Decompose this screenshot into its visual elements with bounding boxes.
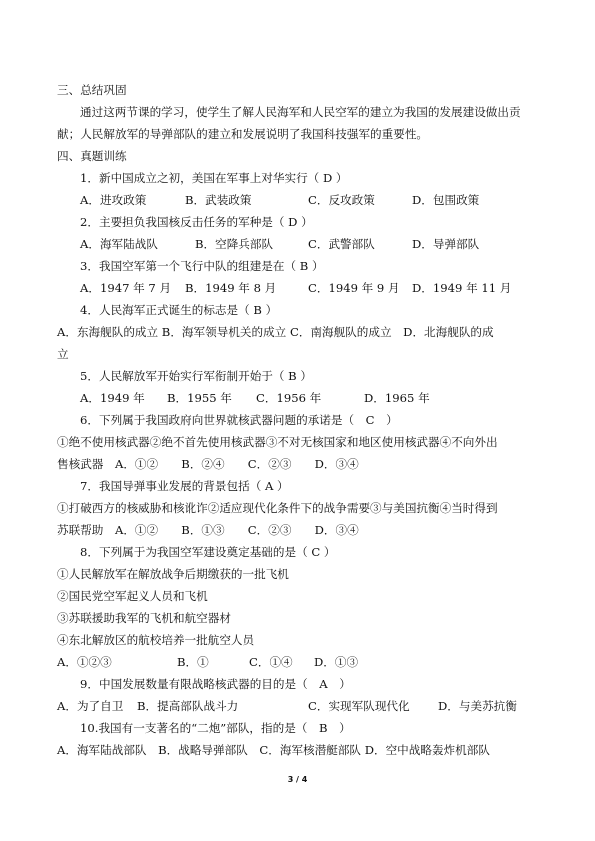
question-8-stem: 8．下列属于为我国空军建设奠定基础的是（ C ）: [80, 545, 336, 559]
option-a: A．1949 年: [80, 391, 145, 405]
question-9-options: [57, 699, 517, 714]
section-3-paragraph-line-1: 通过这两节课的学习，使学生了解人民海军和人民空军的建立为我国的发展建设做出贡: [80, 105, 521, 119]
option-d: D．①③: [314, 655, 359, 669]
page-number: 3 / 4: [287, 775, 308, 784]
section-4-heading: 四、真题训练: [57, 149, 127, 163]
question-1-options: [80, 193, 540, 208]
question-5-stem: 5．人民解放军开始实行军衔制开始于（ B ）: [80, 369, 312, 383]
question-4-stem: 4．人民海军正式诞生的标志是（ B ）: [80, 303, 278, 317]
question-8-options: [57, 655, 517, 670]
question-3-options: [80, 281, 540, 296]
option-b: B．提高部队战斗力: [137, 699, 239, 713]
option-a: A．①②③: [57, 655, 112, 669]
option-b: B．空降兵部队: [195, 237, 274, 251]
question-7-statements-options: 苏联帮助 A．①② B．①③ C．②③ D．③④: [57, 523, 359, 537]
question-9-stem: 9．中国发展数量有限战略核武器的目的是（ A ）: [80, 677, 351, 691]
question-7-statements: ①打破西方的核威胁和核讹诈②适应现代化条件下的战争需要③与美国抗衡④当时得到: [57, 501, 498, 515]
option-d: D．包围政策: [412, 193, 480, 207]
option-d: D．1949 年 11 月: [412, 281, 512, 295]
question-1-stem: 1．新中国成立之初，美国在军事上对华实行（ D ）: [80, 171, 348, 185]
option-b: B．1949 年 8 月: [185, 281, 277, 295]
section-3-heading: 三、总结巩固: [57, 83, 127, 97]
question-8-item-4: ④东北解放区的航校培养一批航空人员: [57, 633, 255, 647]
question-8-item-3: ③苏联援助我军的飞机和航空器材: [57, 611, 231, 625]
option-c: C．实现军队现代化: [308, 699, 410, 713]
question-4-options-line-2: 立: [57, 347, 69, 361]
option-d: D．1965 年: [364, 391, 430, 405]
option-c: C．1956 年: [256, 391, 322, 405]
option-c: C．反攻政策: [308, 193, 375, 207]
option-a: A．1947 年 7 月: [80, 281, 172, 295]
option-d: D．与美苏抗衡: [438, 699, 517, 713]
question-3-stem: 3．我国空军第一个飞行中队的组建是在（ B ）: [80, 259, 324, 273]
question-2-options: [80, 237, 540, 252]
question-5-options: [80, 391, 540, 406]
option-c: C．①④: [249, 655, 293, 669]
question-10-stem: 10.我国有一支著名的“二炮”部队，指的是（ B ）: [80, 721, 351, 735]
option-d: D．导弹部队: [412, 237, 480, 251]
option-a: A．为了自卫: [57, 699, 124, 713]
question-6-statements-options: 售核武器 A．①② B．②④ C．②③ D．③④: [57, 457, 359, 471]
question-2-stem: 2．主要担负我国核反击任务的军种是（ D ）: [80, 215, 313, 229]
question-7-stem: 7．我国导弹事业发展的背景包括（ A ）: [80, 479, 289, 493]
question-4-options-line-1: A．东海舰队的成立 B．海军领导机关的成立 C．南海舰队的成立 D．北海舰队的成: [57, 325, 494, 339]
question-6-stem: 6．下列属于我国政府向世界就核武器问题的承诺是（ C ）: [80, 413, 398, 427]
question-8-item-2: ②国民党空军起义人员和飞机: [57, 589, 208, 603]
option-c: C．武警部队: [308, 237, 375, 251]
question-6-statements: ①绝不使用核武器②绝不首先使用核武器③不对无核国家和地区使用核武器④不向外出: [57, 435, 498, 449]
option-a: A．海军陆战队: [80, 237, 158, 251]
option-c: C．1949 年 9 月: [308, 281, 400, 295]
question-10-options: A．海军陆战部队 B．战略导弹部队 C．海军核潜艇部队 D．空中战略轰炸机部队: [57, 743, 490, 757]
section-3-paragraph-line-2: 献；人民解放军的导弹部队的建立和发展说明了我国科技强军的重要性。: [57, 127, 429, 141]
question-8-item-1: ①人民解放军在解放战争后期缴获的一批飞机: [57, 567, 289, 581]
option-a: A．进攻政策: [80, 193, 147, 207]
option-b: B．①: [177, 655, 209, 669]
option-b: B．1955 年: [167, 391, 232, 405]
option-b: B．武装政策: [185, 193, 252, 207]
